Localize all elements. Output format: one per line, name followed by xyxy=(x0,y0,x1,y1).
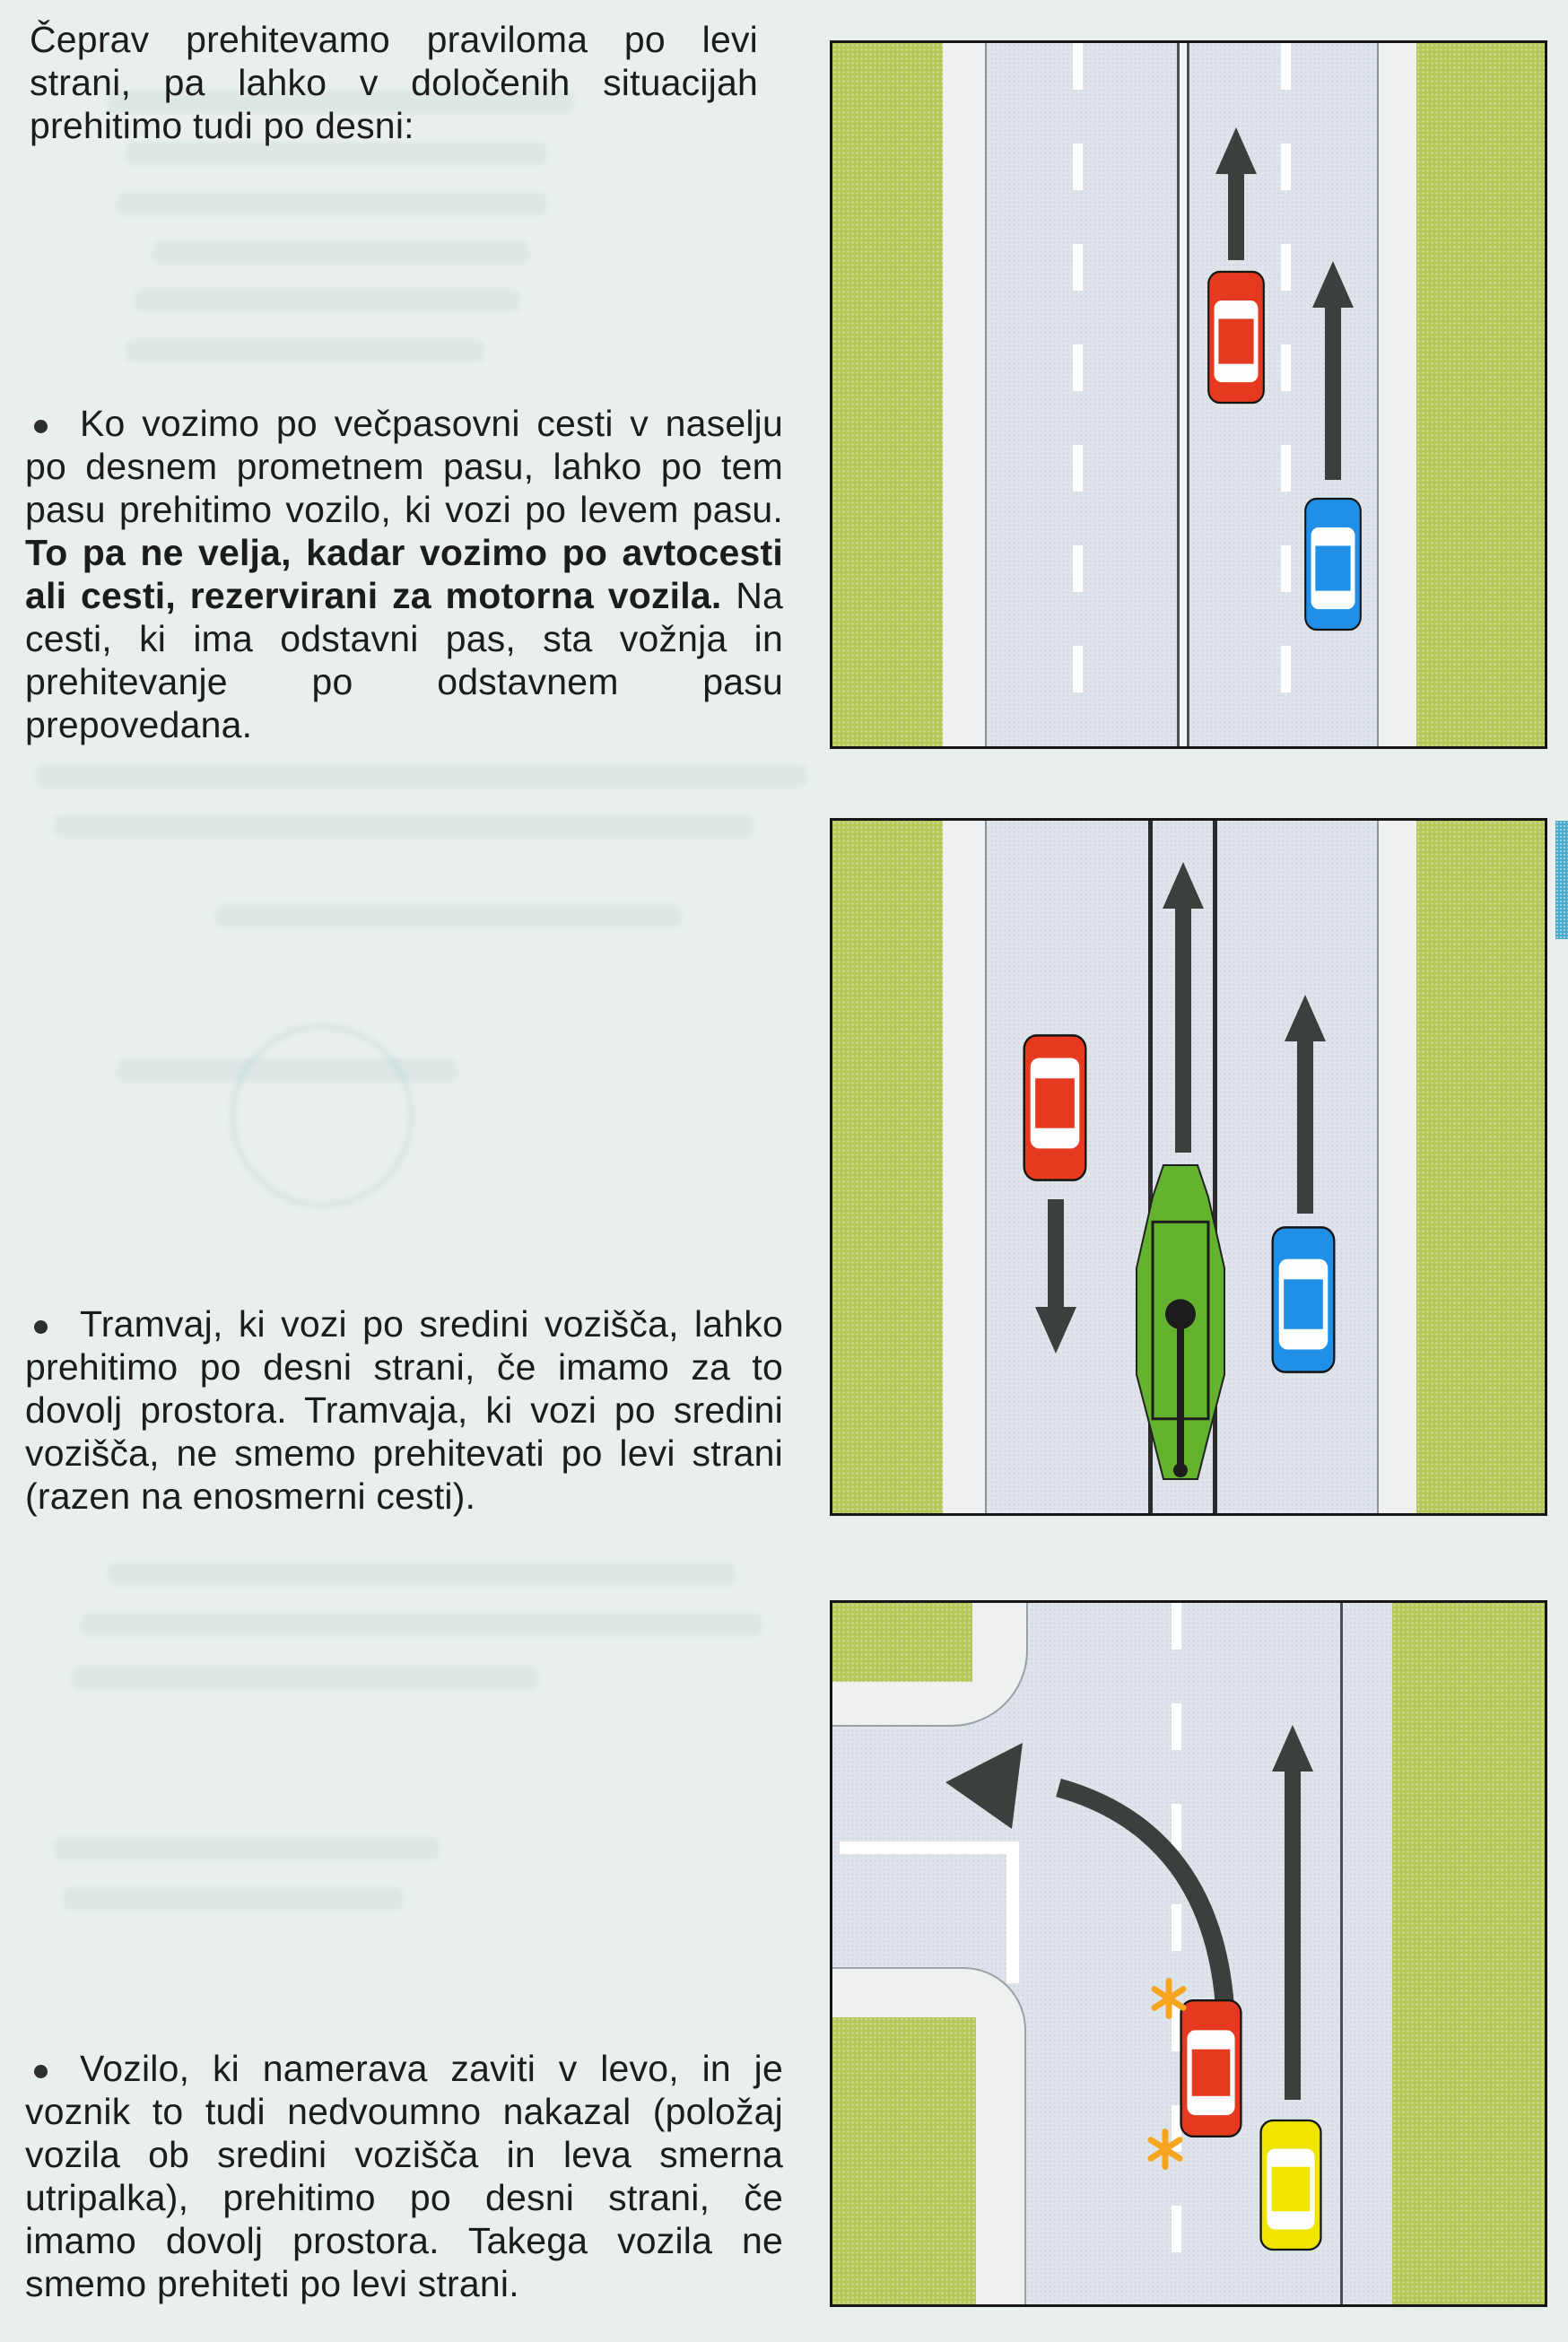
diagram-left-turn-overtake-right xyxy=(830,1600,1547,2307)
yellow-car xyxy=(1257,2118,1325,2252)
bullet-paragraph-multilane: Ko vozimo po večpasovni cesti v naselju po desnem prometnem pasu, lahko po tem pasu prehitimo vozilo, ki vozi po levem pasu. To pa ne velja, kadar vozimo po avtocesti ali cesti, rezervirani za motorna vozila. Na cesti, ki ima odstavni pas, sta vožnja in prehitevanje po odstavnem pasu prepovedana. xyxy=(25,403,784,745)
tram xyxy=(1131,1163,1230,1483)
road-edge-line-left xyxy=(985,821,987,1513)
intro-paragraph: Čeprav prehitevamo praviloma po levi strani, pa lahko v določenih situacijah prehitimo tudi po desni: xyxy=(30,19,758,146)
lane-dash-left-carriageway xyxy=(1073,43,1083,746)
blue-car xyxy=(1302,496,1364,632)
grass-strip-left xyxy=(832,43,943,746)
grass-strip-right xyxy=(1416,821,1545,1513)
up-arrow-red-lane-icon xyxy=(1215,127,1257,174)
grass-strip-right xyxy=(1416,43,1545,746)
diagram-multilane-overtake-right xyxy=(830,40,1547,749)
curved-left-turn-arrow xyxy=(832,1603,1545,2304)
shoulder-right xyxy=(1379,821,1416,1513)
shoulder-left xyxy=(943,821,985,1513)
road-edge-line-left xyxy=(985,43,987,746)
up-arrow-red-lane-shaft xyxy=(1228,172,1244,260)
indicator-flash-front-icon xyxy=(1148,1978,1189,2019)
blue-car xyxy=(1268,1224,1338,1375)
up-arrow-tram-icon xyxy=(1163,862,1204,909)
bullet-icon xyxy=(34,1320,48,1334)
red-car xyxy=(1205,269,1267,405)
up-arrow-tram-shaft xyxy=(1175,907,1191,1153)
up-arrow-blue-icon xyxy=(1285,995,1326,1041)
down-arrow-red-icon xyxy=(1035,1307,1076,1354)
diagram-tram-overtake-right xyxy=(830,818,1547,1516)
lane-dash-right-carriageway xyxy=(1281,43,1291,746)
double-center-line xyxy=(1177,43,1189,746)
shoulder-left xyxy=(943,43,985,746)
bullet-icon xyxy=(34,2065,48,2078)
bullet-icon xyxy=(34,420,48,433)
shoulder-right xyxy=(1379,43,1416,746)
grass-strip-left xyxy=(832,821,943,1513)
indicator-flash-rear-icon xyxy=(1145,2129,1186,2170)
red-car-oncoming xyxy=(1020,1032,1090,1183)
up-arrow-blue-lane-shaft xyxy=(1325,306,1341,480)
up-arrow-blue-shaft xyxy=(1297,1040,1313,1214)
bullet-paragraph-tram: Tramvaj, ki vozi po sredini vozišča, lahko prehitimo po desni strani, če imamo za to dovolj prostora. Tramvaja, ki vozi po sredini vozišča, ne smemo prehitevati po levi strani (razen na enosmerni cesti). xyxy=(25,1303,783,1517)
page-edge-tab xyxy=(1555,821,1568,939)
up-arrow-blue-lane-icon xyxy=(1312,261,1354,308)
bullet-paragraph-left-turn: Vozilo, ki namerava zaviti v levo, in je voznik to tudi nedvoumno nakazal (položaj vozila ob sredini vozišča in leva smerna utripalka), prehitimo po desni strani, če imamo dovolj prostora. Takega vozila ne smemo prehiteti po levi strani. xyxy=(25,2048,783,2304)
down-arrow-red-shaft xyxy=(1048,1199,1064,1307)
